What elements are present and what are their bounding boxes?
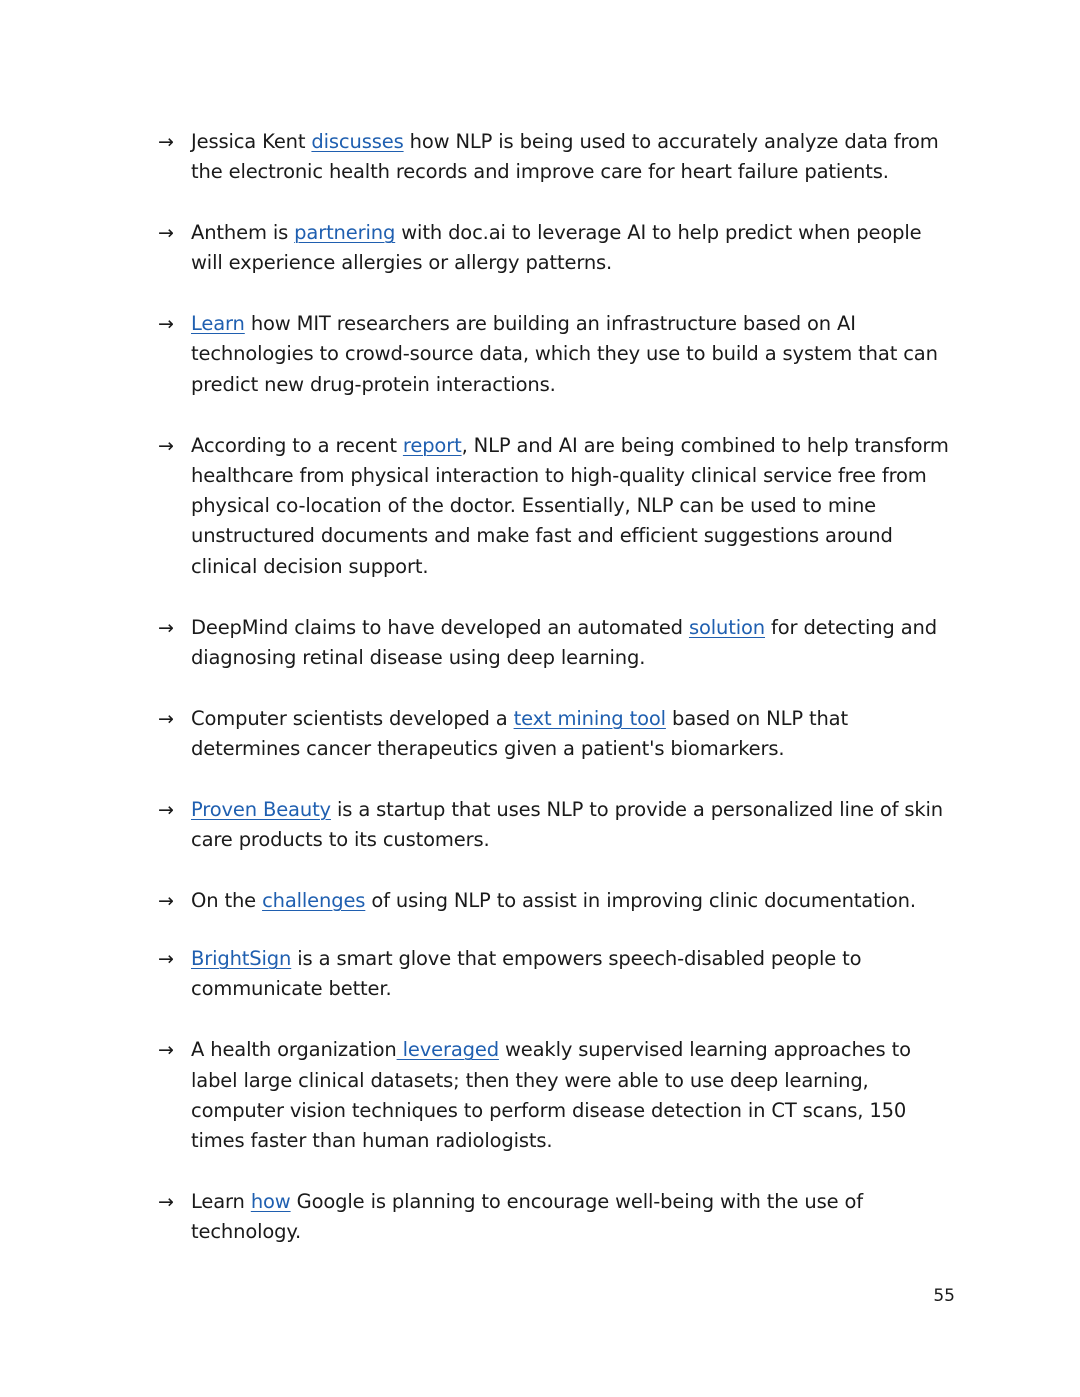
item-text-after: with doc.ai to leverage AI to help predict when people will experience allergies or allergy patterns. bbox=[191, 221, 922, 275]
item-text-after: , NLP and AI are being combined to help transform healthcare from physical interaction to high-quality clinical service free from physical co-location of the doctor. Essentially, NLP can be used to mine unstructured documents and make fast and efficient suggestions around clinical decision support. bbox=[191, 433, 949, 578]
link-solution[interactable]: solution bbox=[688, 615, 765, 639]
link-brightsign[interactable]: BrightSign bbox=[191, 947, 292, 971]
item-text-after: is a startup that uses NLP to provide a personalized line of skin care products to its customers. bbox=[191, 797, 944, 852]
link-how[interactable]: how bbox=[250, 1189, 291, 1213]
item-text-before: A health organization bbox=[191, 1038, 397, 1062]
link-report[interactable]: report bbox=[402, 433, 462, 457]
list-item bbox=[158, 795, 958, 856]
arrow-bullet-icon: → bbox=[158, 707, 174, 730]
arrow-bullet-icon: → bbox=[158, 1190, 174, 1213]
link-challenges[interactable]: challenges bbox=[262, 888, 366, 912]
link-text-mining-tool[interactable]: text mining tool bbox=[513, 706, 666, 730]
list-item bbox=[158, 886, 958, 916]
arrow-bullet-icon: → bbox=[158, 434, 174, 457]
link-leveraged[interactable]: leveraged bbox=[396, 1038, 499, 1062]
arrow-bullet-icon: → bbox=[158, 131, 174, 153]
item-text-before: According to a recent bbox=[191, 433, 403, 457]
item-text-after: how NLP is being used to accurately analyze data from the electronic health records and improve care for heart failure patients. bbox=[191, 130, 939, 184]
list-item bbox=[158, 1187, 958, 1248]
list-item bbox=[158, 127, 958, 188]
item-text-after: of using NLP to assist in improving clinic documentation. bbox=[365, 888, 916, 912]
link-discusses[interactable]: discusses bbox=[311, 130, 404, 153]
item-text-after: is a smart glove that empowers speech-disabled people to communicate better. bbox=[191, 947, 862, 1001]
page-number: 55 bbox=[933, 1286, 955, 1306]
arrow-bullet-icon: → bbox=[158, 616, 174, 639]
list-item bbox=[158, 613, 958, 674]
item-text-after: based on NLP that determines cancer therapeutics given a patient's biomarkers. bbox=[191, 706, 848, 760]
list-item bbox=[158, 1035, 958, 1156]
item-text-before: Learn bbox=[191, 1189, 251, 1213]
item-text-after: how MIT researchers are building an infrastructure based on AI technologies to crowd-source data, which they use to build a system that can predict new drug-protein interactions. bbox=[191, 312, 938, 396]
list-item bbox=[158, 704, 958, 765]
arrow-bullet-icon: → bbox=[158, 1039, 174, 1062]
list-item bbox=[158, 944, 958, 1005]
item-text-before: On the bbox=[191, 888, 263, 912]
item-text-before: Anthem is bbox=[191, 221, 295, 245]
list-item bbox=[158, 309, 958, 400]
news-bullet-list bbox=[158, 127, 958, 1278]
item-text-after: Google is planning to encourage well-being with the use of technology. bbox=[191, 1189, 864, 1244]
item-text-after: weakly supervised learning approaches to label large clinical datasets; then they were able to use deep learning, computer vision techniques to perform disease detection in CT scans, 150 times faster than human radiologists. bbox=[191, 1038, 911, 1153]
list-item bbox=[158, 218, 958, 279]
arrow-bullet-icon: → bbox=[158, 889, 174, 912]
arrow-bullet-icon: → bbox=[158, 798, 174, 821]
arrow-bullet-icon: → bbox=[158, 222, 174, 245]
item-text-after: for detecting and diagnosing retinal disease using deep learning. bbox=[191, 615, 937, 669]
item-text-before: Jessica Kent bbox=[191, 130, 312, 153]
item-text-before: Computer scientists developed a bbox=[191, 706, 514, 730]
arrow-bullet-icon: → bbox=[158, 313, 174, 336]
list-item bbox=[158, 431, 958, 582]
link-proven-beauty[interactable]: Proven Beauty bbox=[191, 797, 331, 821]
link-learn[interactable]: Learn bbox=[191, 312, 245, 336]
arrow-bullet-icon: → bbox=[158, 948, 174, 971]
link-partnering[interactable]: partnering bbox=[294, 221, 396, 245]
item-text-before: DeepMind claims to have developed an automated bbox=[191, 615, 689, 639]
